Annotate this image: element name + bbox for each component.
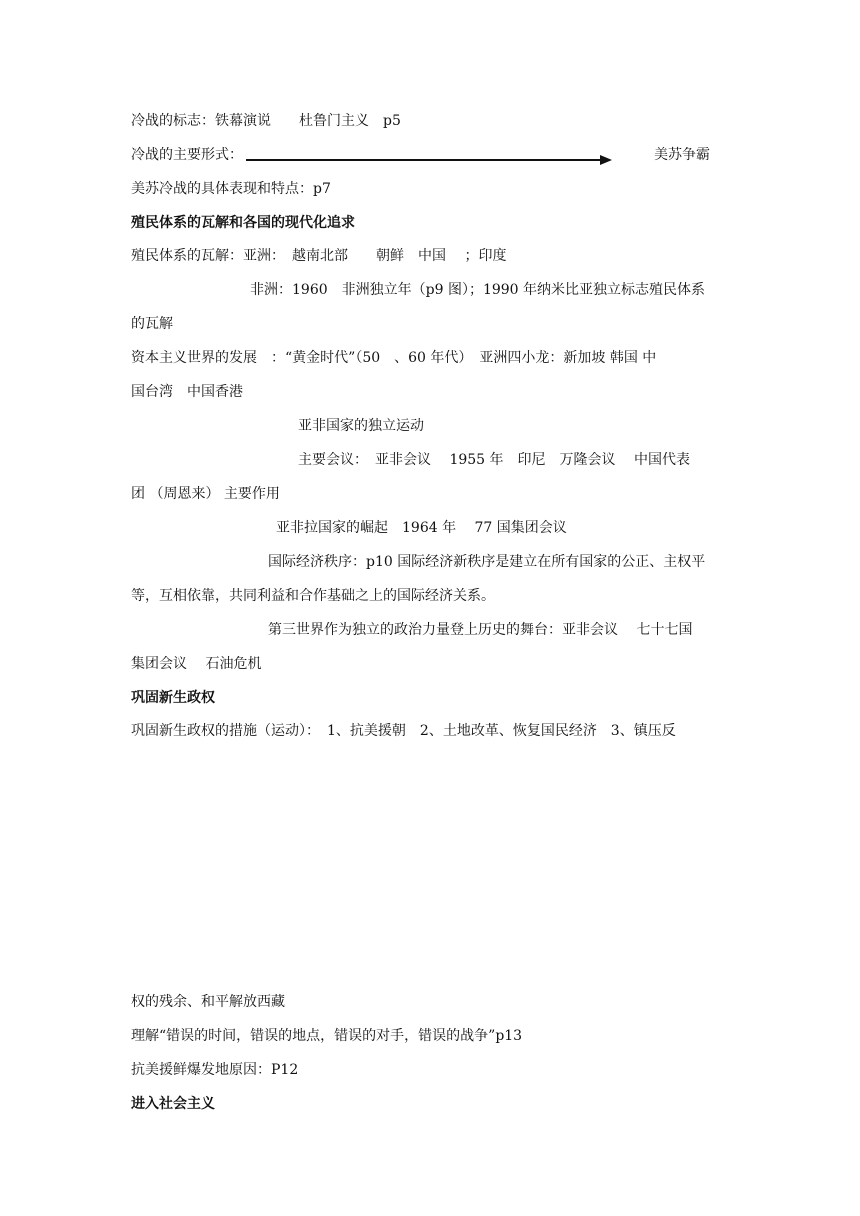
text-line-economic-order-cont: 等，互相依靠，共同利益和合作基础之上的国际经济关系。	[131, 588, 495, 604]
section-heading-socialism: 进入社会主义	[131, 1096, 215, 1112]
text-line-korea-cause: 抗美援鲜爆发地原因：P12	[131, 1062, 299, 1078]
text-line-colonial-collapse: 的瓦解	[131, 316, 173, 332]
section-heading-consolidate: 巩固新生政权	[131, 690, 215, 706]
text-line-main-conferences: 主要会议： 亚非会议 1955 年 印尼 万隆会议 中国代表	[298, 452, 690, 468]
text-line-cold-war-features: 美苏冷战的具体表现和特点：p7	[131, 181, 331, 197]
text-line-third-world: 第三世界作为独立的政治力量登上历史的舞台：亚非会议 七十七国	[268, 622, 693, 638]
text-line-third-world-cont: 集团会议 石油危机	[131, 656, 262, 672]
arrow-line	[246, 159, 601, 161]
text-line-capitalism: 资本主义世界的发展 ：“黄金时代”（50 、60 年代） 亚洲四小龙：新加坡 韩国 中	[131, 350, 657, 366]
text-line-measures-cont: 权的残余、和平解放西藏	[131, 994, 285, 1010]
text-line-four-dragons: 国台湾 中国香港	[131, 384, 243, 400]
text-line-economic-order: 国际经济秩序：p10 国际经济新秩序是建立在所有国家的公正、主权平	[268, 554, 706, 570]
text-line-cold-war-symbol: 冷战的标志：铁幕演说 杜鲁门主义 p5	[131, 113, 401, 129]
text-line-wrong-war: 理解“错误的时间，错误的地点，错误的对手，错误的战争”p13	[131, 1028, 523, 1044]
section-heading-colonial: 殖民体系的瓦解和各国的现代化追求	[131, 215, 355, 231]
text-line-colonial-africa: 非洲：1960 非洲独立年（p9 图）；1990 年纳米比亚独立标志殖民体系	[250, 282, 706, 298]
text-line-delegation: 团 （周恩来） 主要作用	[131, 486, 280, 502]
text-line-measures: 巩固新生政权的措施（运动）： 1、抗美援朝 2、土地改革、恢复国民经济 3、镇压反	[131, 723, 676, 739]
text-line-independence-movement: 亚非国家的独立运动	[298, 418, 424, 434]
text-line-cold-war-form: 冷战的主要形式：	[131, 147, 243, 163]
text-line-rise: 亚非拉国家的崛起 1964 年 77 国集团会议	[276, 520, 567, 536]
arrowhead-icon	[600, 155, 612, 165]
text-us-soviet-rivalry: 美苏争霸	[654, 147, 710, 163]
text-line-colonial-asia: 殖民体系的瓦解：亚洲： 越南北部 朝鲜 中国 ；印度	[131, 248, 507, 264]
